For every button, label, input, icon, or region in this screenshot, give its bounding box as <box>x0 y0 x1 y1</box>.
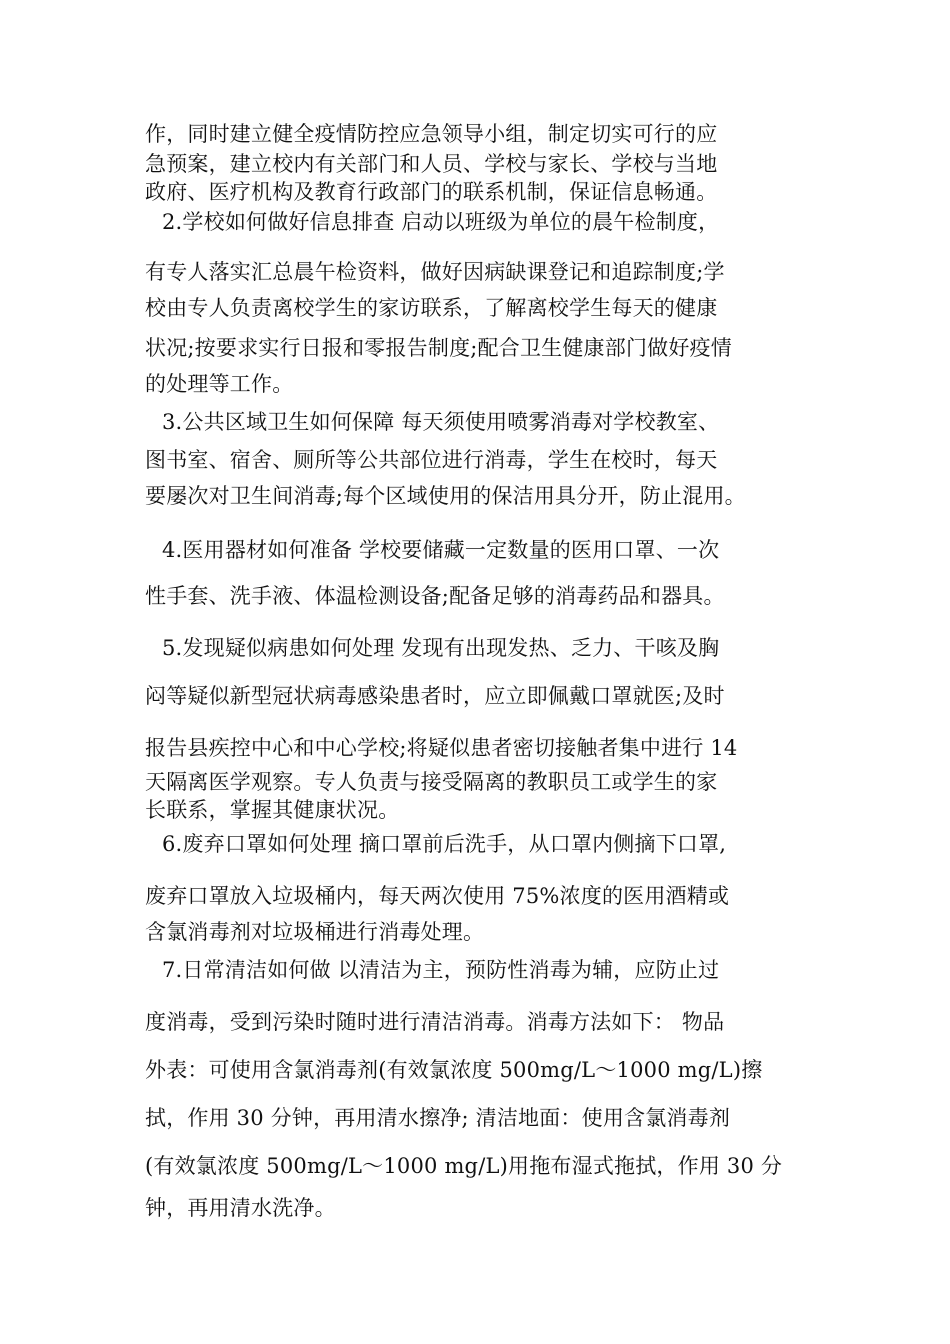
text-line: 状况;按要求实行日报和零报告制度;配合卫生健康部门做好疫情 <box>145 336 732 360</box>
text-line: 拭，作用 30 分钟，再用清水擦净; 清洁地面：使用含氯消毒剂 <box>145 1106 731 1130</box>
text-line: 含氯消毒剂对垃圾桶进行消毒处理。 <box>145 920 485 944</box>
text-line: 校由专人负责离校学生的家访联系，了解离校学生每天的健康 <box>145 296 718 320</box>
text-line: 天隔离医学观察。专人负责与接受隔离的教职员工或学生的家 <box>145 770 718 794</box>
text-line: 急预案，建立校内有关部门和人员、学校与家长、学校与当地 <box>145 152 718 176</box>
text-line: 性手套、洗手液、体温检测设备;配备足够的消毒药品和器具。 <box>145 584 725 608</box>
text-line: 报告县疾控中心和中心学校;将疑似患者密切接触者集中进行 14 <box>145 736 738 760</box>
text-line: 外表：可使用含氯消毒剂(有效氯浓度 500mg/L～1000 mg/L)擦 <box>145 1058 763 1082</box>
text-line: 钟，再用清水洗净。 <box>145 1196 336 1220</box>
section-heading-line: 4.医用器材如何准备 学校要储藏一定数量的医用口罩、一次 <box>162 538 720 562</box>
section-heading-line: 3.公共区域卫生如何保障 每天须使用喷雾消毒对学校教室、 <box>162 410 720 434</box>
section-heading-line: 2.学校如何做好信息排查 启动以班级为单位的晨午检制度， <box>162 210 720 234</box>
text-line: 作，同时建立健全疫情防控应急领导小组，制定切实可行的应 <box>145 122 718 146</box>
text-line: (有效氯浓度 500mg/L～1000 mg/L)用拖布湿式拖拭，作用 30 分 <box>145 1154 783 1178</box>
section-heading-line: 7.日常清洁如何做 以清洁为主，预防性消毒为辅，应防止过 <box>162 958 720 982</box>
text-line: 闷等疑似新型冠状病毒感染患者时，应立即佩戴口罩就医;及时 <box>145 684 725 708</box>
text-line: 的处理等工作。 <box>145 372 294 396</box>
text-line: 图书室、宿舍、厕所等公共部位进行消毒，学生在校时，每天 <box>145 448 718 472</box>
section-heading-line: 5.发现疑似病患如何处理 发现有出现发热、乏力、干咳及胸 <box>162 636 720 660</box>
text-line: 废弃口罩放入垃圾桶内，每天两次使用 75%浓度的医用酒精或 <box>145 884 730 908</box>
text-line: 有专人落实汇总晨午检资料，做好因病缺课登记和追踪制度;学 <box>145 260 725 284</box>
text-line: 要屡次对卫生间消毒;每个区域使用的保洁用具分开，防止混用。 <box>145 484 746 508</box>
section-heading-line: 6.废弃口罩如何处理 摘口罩前后洗手，从口罩内侧摘下口罩, <box>162 832 727 856</box>
text-line: 度消毒，受到污染时随时进行清洁消毒。消毒方法如下： 物品 <box>145 1010 725 1034</box>
text-line: 政府、医疗机构及教育行政部门的联系机制，保证信息畅通。 <box>145 180 718 204</box>
text-line: 长联系，掌握其健康状况。 <box>145 798 400 822</box>
